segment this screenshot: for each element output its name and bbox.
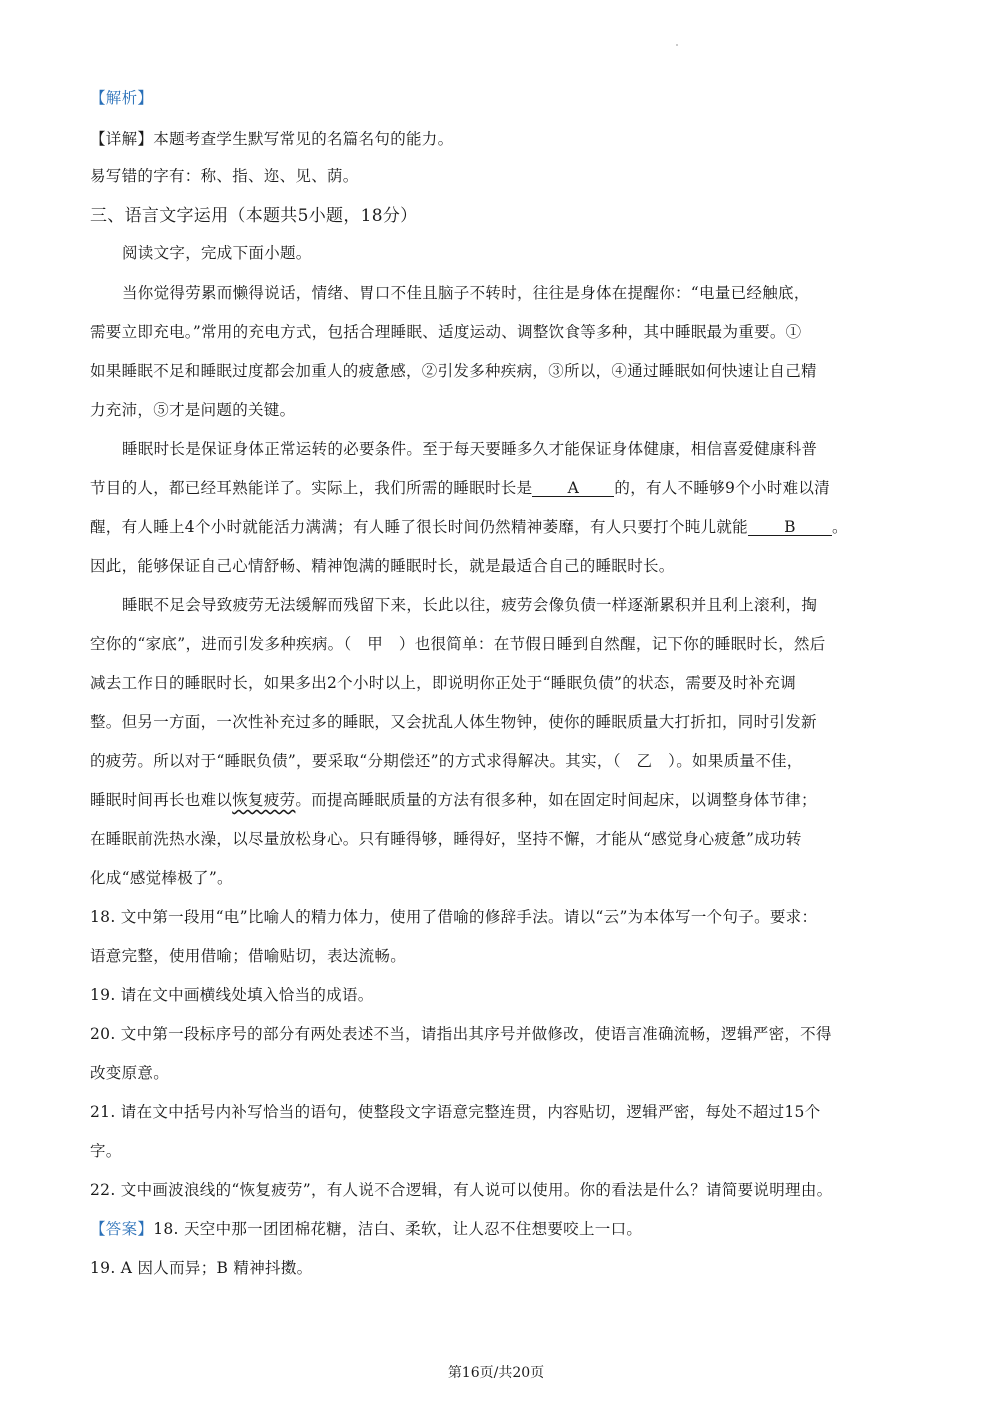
blank-a: A	[532, 480, 614, 497]
question-20: 20. 文中第一段标序号的部分有两处表述不当，请指出其序号并做修改，使语言准确流畅，逻辑严密，不得	[90, 1025, 832, 1043]
detail-text: 【详解】本题考查学生默写常见的名篇名句的能力。	[90, 130, 454, 148]
passage-line: 空你的“家底”，进而引发多种疾病。（ 甲 ）也很简单：在节假日睡到自然醒，记下你的睡眠时长，然后	[90, 635, 826, 653]
question-18: 18. 文中第一段用“电”比喻人的精力体力，使用了借喻的修辞手法。请以“云”为本体写一个句子。要求：	[90, 908, 818, 926]
blank-b: B	[748, 519, 832, 536]
passage-line: 睡眠时长是保证身体正常运转的必要条件。至于每天要睡多久才能保证身体健康，相信喜爱健康科普	[122, 440, 818, 458]
answer-19: 19. A 因人而异；B 精神抖擞。	[90, 1259, 313, 1277]
reading-intro: 阅读文字，完成下面小题。	[122, 244, 312, 262]
error-chars-text: 易写错的字有：称、指、迩、见、荫。	[90, 167, 359, 185]
page-footer: 第16页/共20页	[447, 1365, 545, 1381]
passage-text: 的，有人不睡够9个小时难以清	[614, 479, 830, 497]
answer-label: 【答案】	[90, 1220, 154, 1238]
answer-18-line	[90, 1217, 642, 1239]
question-19: 19. 请在文中画横线处填入恰当的成语。	[90, 986, 374, 1004]
passage-text: 醒，有人睡上4个小时就能活力满满；有人睡了很长时间仍然精神萎靡，有人只要打个盹儿就能	[90, 518, 748, 536]
passage-line: 化成“感觉棒极了”。	[90, 869, 233, 887]
passage-line	[90, 476, 830, 498]
passage-line: 如果睡眠不足和睡眠过度都会加重人的疲惫感，②引发多种疾病，③所以，④通过睡眠如何快速让自己精	[90, 362, 817, 380]
passage-text: 。	[831, 518, 848, 536]
question-18-cont: 语意完整，使用借喻；借喻贴切，表达流畅。	[90, 947, 407, 965]
passage-line: 整。但另一方面，一次性补充过多的睡眠，又会扰乱人体生物钟，使你的睡眠质量大打折扣，同时引发新	[90, 713, 817, 731]
passage-line	[90, 788, 817, 810]
passage-line: 当你觉得劳累而懒得说话，情绪、胃口不佳且脑子不转时，往往是身体在提醒你：“电量已经触底，	[122, 284, 810, 302]
passage-text: 睡眠时间再长也难以	[90, 791, 233, 809]
passage-line: 在睡眠前洗热水澡，以尽量放松身心。只有睡得够，睡得好，坚持不懈，才能从“感觉身心疲惫”成功转	[90, 830, 802, 848]
passage-line: 因此，能够保证自己心情舒畅、精神饱满的睡眠时长，就是最适合自己的睡眠时长。	[90, 557, 675, 575]
question-20-cont: 改变原意。	[90, 1064, 170, 1082]
passage-line: 睡眠不足会导致疲劳无法缓解而残留下来，长此以往，疲劳会像负债一样逐渐累积并且利上滚利，掏	[122, 596, 818, 614]
scan-dot	[676, 44, 678, 46]
question-21-cont: 字。	[90, 1142, 122, 1160]
passage-line: 的疲劳。所以对于“睡眠负债”，要采取“分期偿还”的方式求得解决。其实，（ 乙 ）。如果质量不佳，	[90, 752, 803, 770]
passage-line: 力充沛，⑤才是问题的关键。	[90, 401, 296, 419]
question-22: 22. 文中画波浪线的“恢复疲劳”，有人说不合逻辑，有人说可以使用。你的看法是什么？请简要说明理由。	[90, 1181, 833, 1199]
section-title: 三、语言文字运用（本题共5小题，18分）	[90, 206, 418, 226]
passage-text: 。而提高睡眠质量的方法有很多种，如在固定时间起床，以调整身体节律；	[295, 791, 817, 809]
analysis-label: 【解析】	[90, 89, 154, 107]
passage-text: 节目的人，都已经耳熟能详了。实际上，我们所需的睡眠时长是	[90, 479, 533, 497]
question-21: 21. 请在文中括号内补写恰当的语句，使整段文字语意完整连贯，内容贴切，逻辑严密，每处不超过15个	[90, 1103, 821, 1121]
passage-line: 需要立即充电。”常用的充电方式，包括合理睡眠、适度运动、调整饮食等多种，其中睡眠最为重要。①	[90, 323, 802, 341]
answer-18: 18. 天空中那一团团棉花糖，洁白、柔软，让人忍不住想要咬上一口。	[153, 1220, 643, 1238]
passage-line	[90, 515, 848, 537]
passage-line: 减去工作日的睡眠时长，如果多出2个小时以上，即说明你正处于“睡眠负债”的状态，需要及时补充调	[90, 674, 797, 692]
wavy-underlined-phrase: 恢复疲劳	[232, 791, 296, 809]
